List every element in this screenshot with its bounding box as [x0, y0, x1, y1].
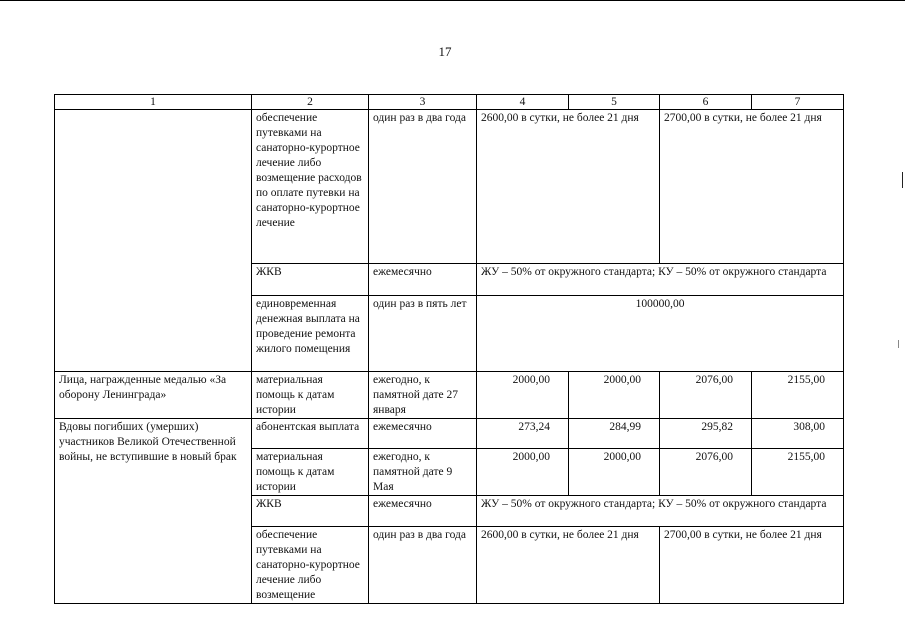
benefit-cell: ЖКВ [252, 496, 369, 527]
frequency-cell: ежемесячно [369, 419, 477, 449]
benefits-table [54, 94, 844, 604]
page-number: 17 [438, 44, 452, 59]
column-header: 7 [752, 95, 844, 110]
amount-cell: 2155,00 [752, 372, 844, 419]
category-cell: Вдовы погибших (умерших) участников Великой Отечественной войны, не вступившие в новый брак [55, 419, 252, 604]
benefit-cell: обеспечение путевками на санаторно-курортное лечение либо возмещение [252, 527, 369, 604]
amount-cell: 308,00 [752, 419, 844, 449]
amount-cell: 2600,00 в сутки, не более 21 дня [477, 527, 660, 604]
amount-cell: 2076,00 [660, 372, 752, 419]
benefit-cell: единовременная денежная выплата на проведение ремонта жилого помещения [252, 296, 369, 372]
amount-cell: 2700,00 в сутки, не более 21 дня [660, 110, 844, 264]
table-row [55, 110, 844, 264]
scan-edge-mark [902, 172, 903, 188]
frequency-cell: один раз в два года [369, 110, 477, 264]
column-header: 2 [252, 95, 369, 110]
benefit-cell: ЖКВ [252, 264, 369, 296]
benefit-cell: абонентская выплата [252, 419, 369, 449]
frequency-cell: один раз в пять лет [369, 296, 477, 372]
benefit-cell: материальная помощь к датам истории [252, 372, 369, 419]
benefit-cell: материальная помощь к датам истории [252, 449, 369, 496]
table-row [55, 419, 844, 449]
amount-cell: 284,99 [569, 419, 660, 449]
header-row [55, 95, 844, 110]
frequency-cell: ежегодно, к памятной дате 9 Мая [369, 449, 477, 496]
amount-cell: 2700,00 в сутки, не более 21 дня [660, 527, 844, 604]
amount-cell: 2600,00 в сутки, не более 21 дня [477, 110, 660, 264]
category-cell-empty [55, 110, 252, 372]
frequency-cell: ежемесячно [369, 496, 477, 527]
amount-cell: 273,24 [477, 419, 569, 449]
frequency-cell: один раз в два года [369, 527, 477, 604]
amount-cell: 2155,00 [752, 449, 844, 496]
benefit-cell: обеспечение путевками на санаторно-курортное лечение либо возмещение расходов по оплате путевки на санаторно-курортное лечение [252, 110, 369, 264]
category-cell: Лица, награжденные медалью «За оборону Ленинграда» [55, 372, 252, 419]
amount-cell: 2000,00 [477, 372, 569, 419]
top-rule [0, 0, 905, 1]
table-row [55, 372, 844, 419]
amount-cell: ЖУ – 50% от окружного стандарта; КУ – 50% от окружного стандарта [477, 264, 844, 296]
amount-cell: 2000,00 [569, 449, 660, 496]
scan-edge-mark [898, 340, 899, 348]
amount-cell: 2076,00 [660, 449, 752, 496]
amount-cell: 2000,00 [569, 372, 660, 419]
amount-cell: 295,82 [660, 419, 752, 449]
column-header: 4 [477, 95, 569, 110]
frequency-cell: ежегодно, к памятной дате 27 января [369, 372, 477, 419]
frequency-cell: ежемесячно [369, 264, 477, 296]
amount-cell: 2000,00 [477, 449, 569, 496]
column-header: 5 [569, 95, 660, 110]
column-header: 3 [369, 95, 477, 110]
amount-cell: ЖУ – 50% от окружного стандарта; КУ – 50% от окружного стандарта [477, 496, 844, 527]
column-header: 6 [660, 95, 752, 110]
amount-cell: 100000,00 [477, 296, 844, 372]
column-header: 1 [55, 95, 252, 110]
